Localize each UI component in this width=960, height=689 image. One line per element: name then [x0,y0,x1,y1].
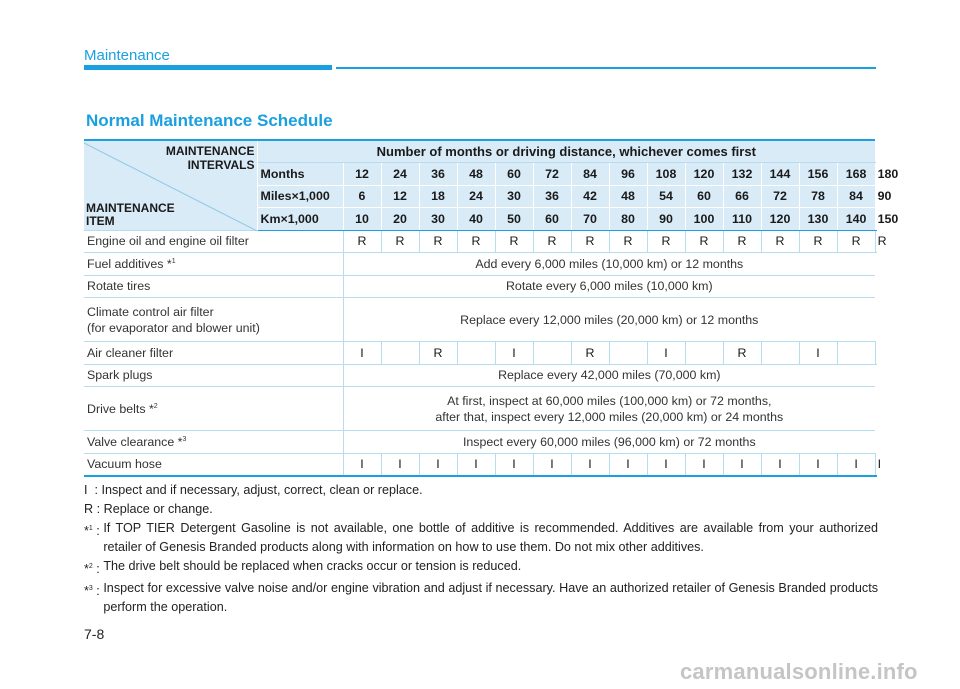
instruction-text: Add every 6,000 miles (10,000 km) or 12 months [475,256,744,271]
interval-value: 78 [799,185,837,208]
note-superscript: 1 [88,525,93,532]
note-mark [84,579,103,617]
service-code: R [609,230,647,253]
service-code: I [837,453,875,476]
item-name [84,364,343,387]
note-item [84,481,878,500]
interval-value: 48 [457,163,495,186]
interval-value: 72 [761,185,799,208]
service-code: R [343,230,381,253]
service-code: I [571,453,609,476]
interval-value: 40 [457,208,495,231]
service-code: R [495,230,533,253]
service-code: R [685,230,723,253]
item-name-text: Air cleaner filter [87,345,174,360]
service-instruction [343,275,875,298]
interval-value: 150 [877,211,899,226]
service-code: I [685,453,723,476]
service-code [609,342,647,365]
item-name [84,230,343,253]
interval-value: 42 [571,185,609,208]
service-instruction [343,387,875,431]
service-code: R [761,230,799,253]
interval-value: 30 [495,185,533,208]
instruction-text: Rotate every 6,000 miles (10,000 km) [505,279,713,294]
schedule-row-drive-belts [84,387,876,431]
item-name-text: Valve clearance * [87,434,183,449]
note-item [84,579,878,617]
interval-value: 90 [647,208,685,231]
interval-value: 120 [685,163,723,186]
intervals-heading-row [84,140,876,163]
service-code: R [723,342,761,365]
interval-value: 80 [609,208,647,231]
service-code: R [877,234,887,249]
note-separator: : [92,562,104,577]
interval-value: 84 [571,163,609,186]
interval-value: 100 [685,208,723,231]
interval-value: 48 [609,185,647,208]
service-code: R [647,230,685,253]
interval-value: 108 [647,163,685,186]
service-code [685,342,723,365]
service-code: I [647,342,685,365]
service-code: I [877,456,882,471]
service-code [761,342,799,365]
item-name [84,275,343,298]
service-code: I [761,453,799,476]
service-code: I [647,453,685,476]
interval-value: 120 [761,208,799,231]
header-rule-thin [336,67,876,69]
corner-item-label: MAINTENANCE ITEM [86,201,175,228]
interval-value: 20 [381,208,419,231]
interval-value: 36 [533,185,571,208]
service-code: R [419,230,457,253]
interval-row-label: Miles×1,000 [257,185,343,208]
service-code: I [343,453,381,476]
interval-value: 10 [343,208,381,231]
schedule-notes [84,481,878,617]
instruction-text: Replace every 12,000 miles (20,000 km) or 12 months [460,312,759,327]
item-name-text: Fuel additives * [87,256,172,271]
interval-value: 180 [877,166,899,181]
note-symbol: R : [84,502,104,516]
service-code: R [571,342,609,365]
interval-row-label: Km×1,000 [257,208,343,231]
note-text: Inspect for excessive valve noise and/or engine vibration and adjust if necessary. Have an authorized retailer of Genesis Branded products perform the operation. [103,581,878,615]
interval-value: 132 [723,163,761,186]
service-code: R [571,230,609,253]
service-code-empty [875,342,876,365]
note-symbol: * [84,562,89,577]
interval-value: 130 [799,208,837,231]
interval-value: 24 [381,163,419,186]
service-code: R [837,230,875,253]
interval-value: 84 [837,185,875,208]
footnote-mark: 2 [153,402,158,410]
schedule-row-valve-clearance [84,431,876,454]
item-name [84,253,343,276]
interval-value: 60 [533,208,571,231]
note-text: Replace or change. [103,502,213,516]
interval-value: 50 [495,208,533,231]
header-rule-thick [84,65,332,70]
item-name [84,431,343,454]
service-instruction [343,431,875,454]
interval-value: 24 [457,185,495,208]
corner-intervals-label: MAINTENANCE INTERVALS [165,144,255,172]
service-code: I [799,453,837,476]
item-name-text: Spark plugs [87,368,153,383]
note-symbol: * [84,524,89,539]
interval-value: 168 [837,163,875,186]
service-code: I [495,453,533,476]
note-text: The drive belt should be replaced when cracks occur or tension is reduced. [103,559,522,573]
instruction-text: Replace every 42,000 miles (70,000 km) [498,368,721,383]
note-superscript: 3 [88,585,93,593]
note-mark [84,519,103,557]
note-mark [84,481,102,500]
note-text: Inspect and if necessary, adjust, correct, clean or replace. [101,483,423,497]
item-name [84,298,343,342]
interval-value: 110 [723,208,761,231]
item-name-text: Engine oil and engine oil filter [87,234,249,249]
interval-value: 96 [609,163,647,186]
interval-value: 18 [419,185,457,208]
note-symbol: I : [84,483,102,497]
note-separator: : [92,584,104,599]
interval-value: 72 [533,163,571,186]
service-code: I [457,453,495,476]
note-item [84,500,878,519]
service-code: I [343,342,381,365]
service-code: R [419,342,457,365]
interval-value: 54 [647,185,685,208]
note-separator: : [92,524,104,539]
service-instruction [343,253,875,276]
note-mark [84,557,103,579]
service-code [533,342,571,365]
table-corner-cell [84,140,257,230]
service-code: I [495,342,533,365]
interval-value: 12 [381,185,419,208]
service-code: R [723,230,761,253]
service-code: I [419,453,457,476]
service-code [837,342,875,365]
item-name [84,453,343,476]
instruction-text: Inspect every 60,000 miles (96,000 km) or 72 months [462,434,756,449]
interval-value: 36 [419,163,457,186]
item-name-text: Drive belts * [87,401,154,416]
service-code: I [723,453,761,476]
service-code [457,342,495,365]
item-name-line: Climate control air filter [87,304,214,319]
maintenance-schedule-table [84,139,899,477]
item-name-line: (for evaporator and blower unit) [87,320,260,335]
service-instruction [343,298,875,342]
schedule-row-spark-plugs [84,364,876,387]
item-name [84,342,343,365]
schedule-row-climate-filter [84,298,876,342]
footnote-mark: 1 [171,257,176,265]
interval-value: 60 [685,185,723,208]
interval-value: 60 [495,163,533,186]
service-code: I [799,342,837,365]
service-code: I [381,453,419,476]
interval-value: 144 [761,163,799,186]
service-code: R [533,230,571,253]
page-number: 7-8 [84,626,105,642]
service-code: I [609,453,647,476]
interval-row-label: Months [257,163,343,186]
interval-value: 90 [877,189,892,204]
note-superscript: 2 [88,563,93,570]
schedule-row-vacuum-hose [84,453,876,476]
instruction-line: At first, inspect at 60,000 miles (100,000 km) or 72 months, [447,393,772,408]
watermark: carmanualsonline.info [680,659,918,684]
note-symbol: * [84,584,89,599]
service-instruction [343,364,875,387]
service-code [381,342,419,365]
interval-value: 156 [799,163,837,186]
note-mark [84,500,104,519]
interval-value: 70 [571,208,609,231]
section-title: Maintenance [84,47,170,64]
schedule-row-engine-oil [84,230,876,253]
note-item [84,557,878,579]
schedule-row-rotate-tires [84,275,876,298]
schedule-row-air-cleaner [84,342,876,365]
service-code: R [457,230,495,253]
item-name-text: Vacuum hose [87,457,162,471]
intervals-heading: Number of months or driving distance, whichever comes first [257,140,875,163]
item-name [84,387,343,431]
service-code: R [381,230,419,253]
interval-value: 6 [343,185,381,208]
interval-value: 12 [343,163,381,186]
footnote-mark: 3 [182,435,187,443]
item-name-text: Rotate tires [87,279,151,294]
note-item [84,519,878,557]
page-heading: Normal Maintenance Schedule [86,111,333,130]
note-text: If TOP TIER Detergent Gasoline is not available, one bottle of additive is recommended. Additives are available from your authorized retailer of Genesis Branded products along with information on how to use them. Do not mix other additives. [103,521,878,554]
interval-value: 66 [723,185,761,208]
schedule-row-fuel-additives [84,253,876,276]
interval-value: 30 [419,208,457,231]
service-code: R [799,230,837,253]
instruction-line: after that, inspect every 12,000 miles (20,000 km) or 24 months [435,409,784,424]
interval-value: 140 [837,208,875,231]
service-code: I [533,453,571,476]
